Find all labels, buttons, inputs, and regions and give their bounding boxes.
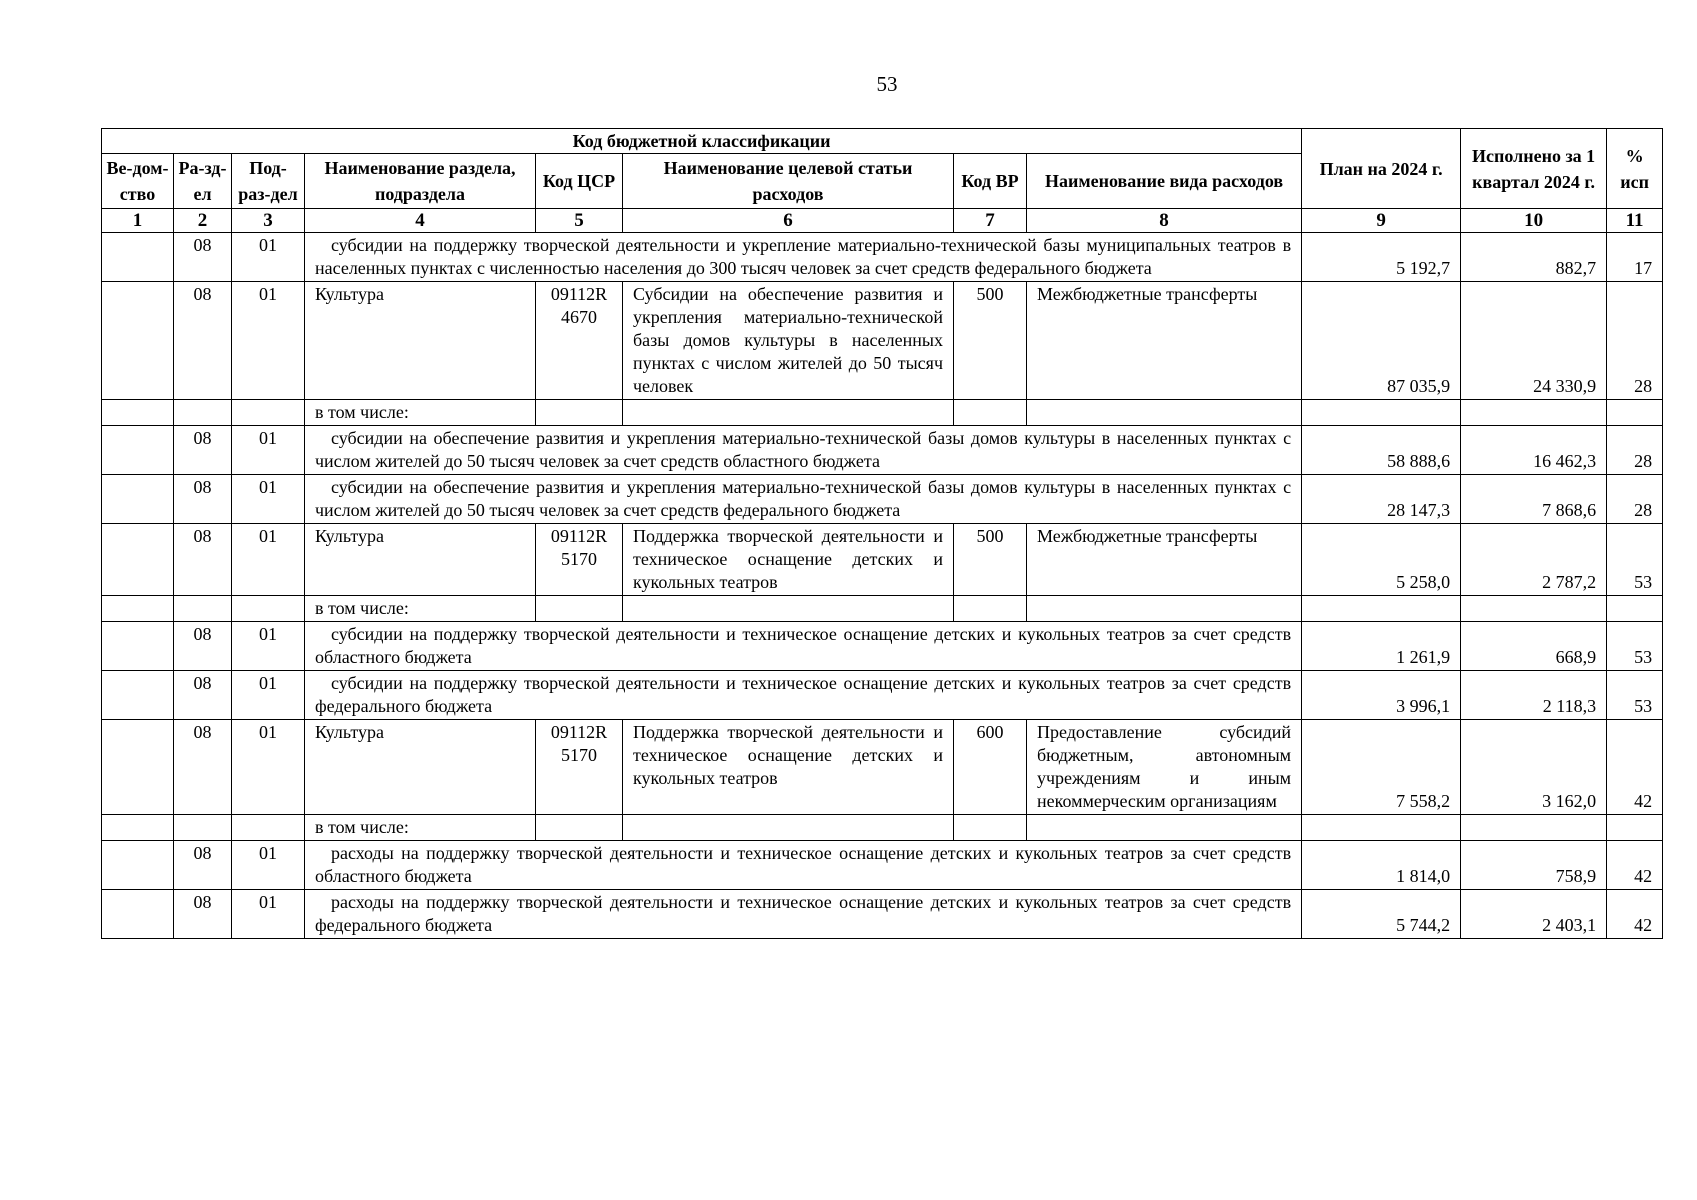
plan-cell: 5 258,0 bbox=[1302, 524, 1461, 596]
razdel-cell: 08 bbox=[174, 720, 232, 815]
header-podrazdel: Под-раз-дел bbox=[232, 154, 305, 209]
empty-cell bbox=[174, 596, 232, 622]
vedomstvo-cell bbox=[102, 475, 174, 524]
subsidy-description: субсидии на поддержку творческой деятельности и техническое оснащение детских и кукольных театров за счет средств федерального бюджета bbox=[305, 671, 1302, 720]
table-row bbox=[102, 596, 1663, 622]
vedomstvo-cell bbox=[102, 524, 174, 596]
table-row bbox=[102, 524, 1663, 596]
subsidy-description: субсидии на обеспечение развития и укрепления материально-технической базы домов культуры в населенных пунктах с числом жителей до 50 тысяч человек за счет средств федерального бюджета bbox=[305, 475, 1302, 524]
pct-cell: 42 bbox=[1607, 841, 1663, 890]
column-number-row bbox=[102, 209, 1663, 233]
vedomstvo-cell bbox=[102, 890, 174, 939]
razdel-cell: 08 bbox=[174, 282, 232, 400]
plan-cell: 1 261,9 bbox=[1302, 622, 1461, 671]
section-name-cell: Культура bbox=[305, 524, 536, 596]
empty-cell bbox=[536, 815, 623, 841]
target-name-cell: Субсидии на обеспечение развития и укрепления материально-технической базы домов культуры в населенных пунктах с числом жителей до 50 тысяч человек bbox=[623, 282, 954, 400]
target-name-cell: Поддержка творческой деятельности и техническое оснащение детских и кукольных театров bbox=[623, 524, 954, 596]
vr-cell: 600 bbox=[954, 720, 1027, 815]
vedomstvo-cell bbox=[102, 233, 174, 282]
empty-cell bbox=[1607, 815, 1663, 841]
column-number: 7 bbox=[954, 209, 1027, 233]
header-budget-code-group: Код бюджетной классификации bbox=[102, 129, 1302, 154]
including-label: в том числе: bbox=[305, 596, 536, 622]
empty-cell bbox=[102, 815, 174, 841]
pct-cell: 53 bbox=[1607, 622, 1663, 671]
podrazdel-cell: 01 bbox=[232, 524, 305, 596]
done-cell: 668,9 bbox=[1461, 622, 1607, 671]
vedomstvo-cell bbox=[102, 841, 174, 890]
pct-cell: 42 bbox=[1607, 720, 1663, 815]
done-cell: 2 403,1 bbox=[1461, 890, 1607, 939]
pct-cell: 17 bbox=[1607, 233, 1663, 282]
razdel-cell: 08 bbox=[174, 671, 232, 720]
table-row bbox=[102, 890, 1663, 939]
empty-cell bbox=[232, 400, 305, 426]
header-type-name: Наименование вида расходов bbox=[1027, 154, 1302, 209]
empty-cell bbox=[102, 596, 174, 622]
plan-cell: 7 558,2 bbox=[1302, 720, 1461, 815]
table-body bbox=[102, 233, 1663, 939]
pct-cell: 28 bbox=[1607, 282, 1663, 400]
column-number: 6 bbox=[623, 209, 954, 233]
csr-cell: 09112R 4670 bbox=[536, 282, 623, 400]
subsidy-description: субсидии на поддержку творческой деятельности и техническое оснащение детских и кукольных театров за счет средств областного бюджета bbox=[305, 622, 1302, 671]
table-row bbox=[102, 400, 1663, 426]
podrazdel-cell: 01 bbox=[232, 282, 305, 400]
empty-cell bbox=[174, 815, 232, 841]
vedomstvo-cell bbox=[102, 282, 174, 400]
razdel-cell: 08 bbox=[174, 233, 232, 282]
podrazdel-cell: 01 bbox=[232, 671, 305, 720]
table-row bbox=[102, 282, 1663, 400]
page-number: 53 bbox=[876, 72, 898, 96]
column-number: 8 bbox=[1027, 209, 1302, 233]
vedomstvo-cell bbox=[102, 671, 174, 720]
header-done: Исполнено за 1 квартал 2024 г. bbox=[1461, 129, 1607, 209]
plan-cell: 28 147,3 bbox=[1302, 475, 1461, 524]
subsidy-description: расходы на поддержку творческой деятельности и техническое оснащение детских и кукольных театров за счет средств федерального бюджета bbox=[305, 890, 1302, 939]
section-name-cell: Культура bbox=[305, 282, 536, 400]
table-row bbox=[102, 475, 1663, 524]
empty-cell bbox=[102, 400, 174, 426]
pct-cell: 53 bbox=[1607, 671, 1663, 720]
target-name-cell: Поддержка творческой деятельности и техническое оснащение детских и кукольных театров bbox=[623, 720, 954, 815]
vedomstvo-cell bbox=[102, 720, 174, 815]
empty-cell bbox=[1607, 596, 1663, 622]
pct-cell: 53 bbox=[1607, 524, 1663, 596]
column-number: 5 bbox=[536, 209, 623, 233]
razdel-cell: 08 bbox=[174, 524, 232, 596]
razdel-cell: 08 bbox=[174, 622, 232, 671]
done-cell: 16 462,3 bbox=[1461, 426, 1607, 475]
plan-cell: 58 888,6 bbox=[1302, 426, 1461, 475]
empty-cell bbox=[1302, 596, 1461, 622]
razdel-cell: 08 bbox=[174, 890, 232, 939]
done-cell: 758,9 bbox=[1461, 841, 1607, 890]
empty-cell bbox=[232, 596, 305, 622]
including-label: в том числе: bbox=[305, 400, 536, 426]
vedomstvo-cell bbox=[102, 426, 174, 475]
subsidy-description: расходы на поддержку творческой деятельности и техническое оснащение детских и кукольных театров за счет средств областного бюджета bbox=[305, 841, 1302, 890]
table-row bbox=[102, 720, 1663, 815]
podrazdel-cell: 01 bbox=[232, 622, 305, 671]
done-cell: 882,7 bbox=[1461, 233, 1607, 282]
empty-cell bbox=[1027, 400, 1302, 426]
vr-cell: 500 bbox=[954, 282, 1027, 400]
csr-cell: 09112R 5170 bbox=[536, 720, 623, 815]
type-name-cell: Межбюджетные трансферты bbox=[1027, 524, 1302, 596]
table-row bbox=[102, 815, 1663, 841]
header-csr: Код ЦСР bbox=[536, 154, 623, 209]
empty-cell bbox=[536, 400, 623, 426]
podrazdel-cell: 01 bbox=[232, 720, 305, 815]
table-row bbox=[102, 426, 1663, 475]
empty-cell bbox=[1027, 596, 1302, 622]
empty-cell bbox=[536, 596, 623, 622]
column-number: 3 bbox=[232, 209, 305, 233]
header-section-name: Наименование раздела, подраздела bbox=[305, 154, 536, 209]
razdel-cell: 08 bbox=[174, 426, 232, 475]
empty-cell bbox=[623, 400, 954, 426]
podrazdel-cell: 01 bbox=[232, 233, 305, 282]
pct-cell: 28 bbox=[1607, 426, 1663, 475]
empty-cell bbox=[954, 815, 1027, 841]
empty-cell bbox=[1461, 815, 1607, 841]
pct-cell: 28 bbox=[1607, 475, 1663, 524]
empty-cell bbox=[1302, 815, 1461, 841]
column-number: 4 bbox=[305, 209, 536, 233]
table-row bbox=[102, 841, 1663, 890]
header-vr: Код ВР bbox=[954, 154, 1027, 209]
empty-cell bbox=[623, 596, 954, 622]
including-label: в том числе: bbox=[305, 815, 536, 841]
type-name-cell: Предоставление субсидий бюджетным, автономным учреждениям и иным некоммерческим организациям bbox=[1027, 720, 1302, 815]
razdel-cell: 08 bbox=[174, 475, 232, 524]
empty-cell bbox=[232, 815, 305, 841]
column-number: 1 bbox=[102, 209, 174, 233]
empty-cell bbox=[623, 815, 954, 841]
empty-cell bbox=[1461, 400, 1607, 426]
budget-table bbox=[101, 128, 1663, 939]
header-vedomstvo: Ве-дом-ство bbox=[102, 154, 174, 209]
done-cell: 7 868,6 bbox=[1461, 475, 1607, 524]
plan-cell: 5 744,2 bbox=[1302, 890, 1461, 939]
column-number: 10 bbox=[1461, 209, 1607, 233]
header-pct: % исп bbox=[1607, 129, 1663, 209]
empty-cell bbox=[954, 400, 1027, 426]
empty-cell bbox=[954, 596, 1027, 622]
column-number: 9 bbox=[1302, 209, 1461, 233]
empty-cell bbox=[1607, 400, 1663, 426]
empty-cell bbox=[174, 400, 232, 426]
section-name-cell: Культура bbox=[305, 720, 536, 815]
table-header bbox=[102, 129, 1663, 233]
column-number: 11 bbox=[1607, 209, 1663, 233]
empty-cell bbox=[1302, 400, 1461, 426]
vr-cell: 500 bbox=[954, 524, 1027, 596]
pct-cell: 42 bbox=[1607, 890, 1663, 939]
header-target-name: Наименование целевой статьи расходов bbox=[623, 154, 954, 209]
podrazdel-cell: 01 bbox=[232, 841, 305, 890]
plan-cell: 1 814,0 bbox=[1302, 841, 1461, 890]
plan-cell: 5 192,7 bbox=[1302, 233, 1461, 282]
header-razdel: Ра-зд-ел bbox=[174, 154, 232, 209]
subsidy-description: субсидии на поддержку творческой деятельности и укрепление материально-технической базы муниципальных театров в населенных пунктах с численностью населения до 300 тысяч человек за счет средств федерального бюджета bbox=[305, 233, 1302, 282]
podrazdel-cell: 01 bbox=[232, 475, 305, 524]
type-name-cell: Межбюджетные трансферты bbox=[1027, 282, 1302, 400]
podrazdel-cell: 01 bbox=[232, 426, 305, 475]
csr-cell: 09112R 5170 bbox=[536, 524, 623, 596]
column-number: 2 bbox=[174, 209, 232, 233]
plan-cell: 3 996,1 bbox=[1302, 671, 1461, 720]
razdel-cell: 08 bbox=[174, 841, 232, 890]
done-cell: 3 162,0 bbox=[1461, 720, 1607, 815]
vedomstvo-cell bbox=[102, 622, 174, 671]
table-row bbox=[102, 622, 1663, 671]
done-cell: 2 118,3 bbox=[1461, 671, 1607, 720]
table-row bbox=[102, 671, 1663, 720]
done-cell: 24 330,9 bbox=[1461, 282, 1607, 400]
table-row bbox=[102, 233, 1663, 282]
plan-cell: 87 035,9 bbox=[1302, 282, 1461, 400]
subsidy-description: субсидии на обеспечение развития и укрепления материально-технической базы домов культуры в населенных пунктах с числом жителей до 50 тысяч человек за счет средств областного бюджета bbox=[305, 426, 1302, 475]
done-cell: 2 787,2 bbox=[1461, 524, 1607, 596]
header-plan: План на 2024 г. bbox=[1302, 129, 1461, 209]
empty-cell bbox=[1461, 596, 1607, 622]
empty-cell bbox=[1027, 815, 1302, 841]
podrazdel-cell: 01 bbox=[232, 890, 305, 939]
